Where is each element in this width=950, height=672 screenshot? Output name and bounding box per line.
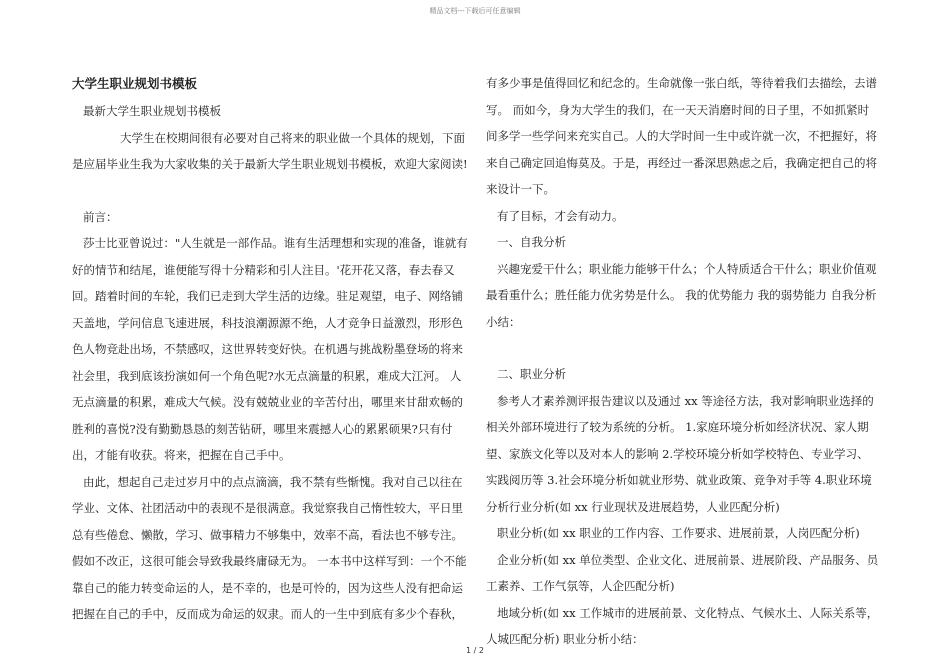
- page-header: 精品文档---下载后可任意编辑: [429, 7, 521, 15]
- company-analysis-paragraph: 企业分析(如 xx 单位类型、企业文化、进展前景、进展阶段、产品服务、员工素养、工作气氛等，人企匹配分析): [486, 552, 879, 593]
- section-heading-self-analysis: 一、自我分析: [497, 235, 566, 249]
- intro-paragraph: 大学生在校期间很有必要对自己将来的职业做一个具体的规划，下面是应届毕业生我为大家收集的关于最新大学生职业规划书模板，欢迎大家阅读!: [72, 130, 468, 171]
- body-paragraph-1: 有多少事是值得回忆和纪念的。生命就像一张白纸，等待着我们去描绘，去谱写。 而如今，身为大学生的我们，在一天天消磨时间的日子里，不如抓紧时间多学一些学问来充实自己。人的大学时间一生中或许就一次，不把握好，将来自己确定回追悔莫及。于是，再经过一番深思熟虑之后，我确定把自己的将来设计一下。: [486, 76, 877, 196]
- right-column: [486, 70, 880, 653]
- section-heading-career-analysis: 二、职业分析: [497, 367, 566, 381]
- preface-heading: 前言：: [83, 209, 118, 224]
- document-subtitle: 最新大学生职业规划书模板: [83, 104, 221, 118]
- document-title: 大学生职业规划书模板: [72, 76, 198, 91]
- spacer: [72, 178, 470, 204]
- self-analysis-paragraph: 兴趣宠爱干什么；职业能力能够干什么；个人特质适合干什么；职业价值观最看重什么；胜任能力优劣势是什么。 我的优势能力 我的弱势能力 自我分析小结：: [486, 261, 877, 329]
- page-number: 1 / 2: [466, 646, 484, 655]
- career-analysis-paragraph: 参考人才素养测评报告建议以及通过 xx 等途径方法，我对影响职业选择的相关外部环境进行了较为系统的分析。 1.家庭环境分析如经济状况、家人期望、家族文化等以及对本人的影响 2.学校环境分析如学校特色、专业学习、实践阅历等 3.社会环境分析如就业形势、就业政策、竞争对手等 4.职业环境分析行业分析(如 xx 行业现状及进展趋势，人业匹配分析): [486, 393, 874, 514]
- preface-paragraph-2: 由此，想起自己走过岁月中的点点滴滴，我不禁有些惭愧。我对自己以往在学业、文体、社团活动中的表现不是很满意。我觉察我自己惰性较大，平日里总有些倦怠、懒散，学习、做事精力不够集中，效率不高，看法也不够专注。假如不改正，这很可能会导致我最终庸碌无为。 一本书中这样写到：一个不能靠自己的能力转变命运的人，是不幸的，也是可怜的，因为这些人没有把命运把握在自己的手中，反而成为命运的奴隶。而人的一生中到底有多少个春秋，: [72, 474, 467, 621]
- body-paragraph-2: 有了目标，才会有动力。: [497, 208, 624, 223]
- spacer: [486, 335, 880, 361]
- left-column: [72, 70, 470, 628]
- preface-paragraph-1: 莎士比亚曾说过："人生就是一部作品。谁有生活理想和实现的准备，谁就有好的情节和结尾，谁便能写得十分精彩和引人注目。'花开花又落，春去春又回。踏着时间的车轮，我们已走到大学生活的边缘。驻足观望，电子、网络铺天盖地，学问信息飞速进展，科技浪潮源源不绝，人才竞争日益激烈，形形色色人物竞赴出场，不禁感叹，这世界转变好快。在机遇与挑战粉墨登场的将来社会里，我到底该扮演如何一个角色呢?水无点滴量的积累，难成大江河。 人无点滴量的积累，难成大气候。没有兢兢业业的辛苦付出，哪里来甘甜欢畅的胜利的喜悦?没有勤勤恳恳的刻苦钻研，哪里来震撼人心的累累硕果?只有付出，才能有收获。将来，把握在自己手中。: [72, 236, 468, 462]
- region-analysis-paragraph: 地域分析(如 xx 工作城市的进展前景、文化特点、气候水土、人际关系等，人城匹配分析) 职业分析小结：: [486, 605, 879, 646]
- job-analysis-paragraph: 职业分析(如 xx 职业的工作内容、工作要求、进展前景，人岗匹配分析): [497, 526, 860, 540]
